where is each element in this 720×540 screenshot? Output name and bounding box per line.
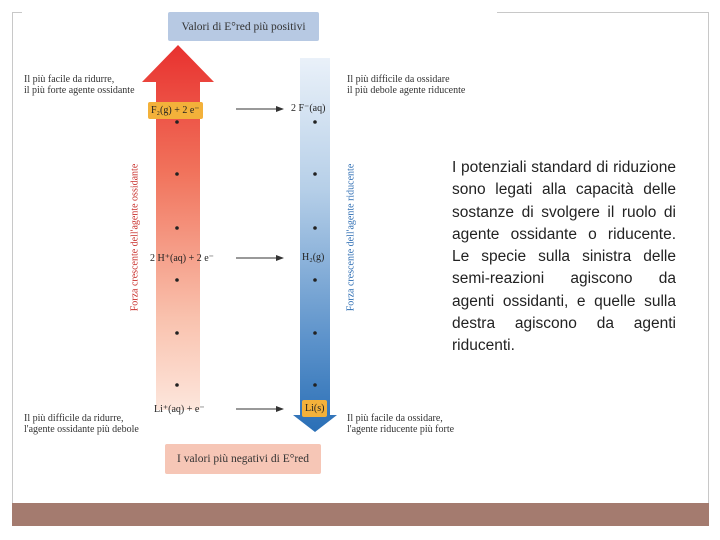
lithium-metal-species: Li(s) — [302, 400, 327, 417]
fluorine-species: F₂(g) + 2 e⁻ — [148, 102, 203, 119]
most-negative-e-box: I valori più negativi di E°red — [165, 444, 321, 474]
strongest-reductant-note: Il più facile da ossidare, l'agente riducente più forte — [347, 413, 455, 435]
reductant-strength-arrow — [293, 58, 337, 432]
fluoride-species: 2 F⁻(aq) — [291, 103, 326, 114]
reductant-axis-label: Forza crescente dell'agente riducente — [345, 163, 357, 312]
oxidant-axis-label: Forza crescente dell'agente ossidante — [129, 163, 141, 312]
weakest-reductant-note: Il più difficile da ossidare il più debole agente riducente — [347, 74, 466, 96]
explanation-paragraph: I potenziali standard di riduzione sono legati alla capacità delle sostanze di svolgere il ruolo di agente ossidante o riducente. Le specie sulla sinistra delle semi-reazioni agiscono da agenti ossidanti, e quelle sulla destra agiscono da agenti riducenti. — [452, 159, 676, 355]
hydrogen-ion-species: 2 H⁺(aq) + 2 e⁻ — [150, 253, 214, 264]
lithium-ion-species: Li⁺(aq) + e⁻ — [154, 404, 205, 415]
strongest-oxidant-note: Il più facile da ridurre, il più forte agente ossidante — [24, 74, 135, 96]
hydrogen-gas-species: H₂(g) — [302, 252, 325, 263]
weakest-oxidant-note: Il più difficile da ridurre, l'agente ossidante più debole — [24, 413, 139, 435]
most-positive-e-box: Valori di E°red più positivi — [168, 12, 319, 41]
